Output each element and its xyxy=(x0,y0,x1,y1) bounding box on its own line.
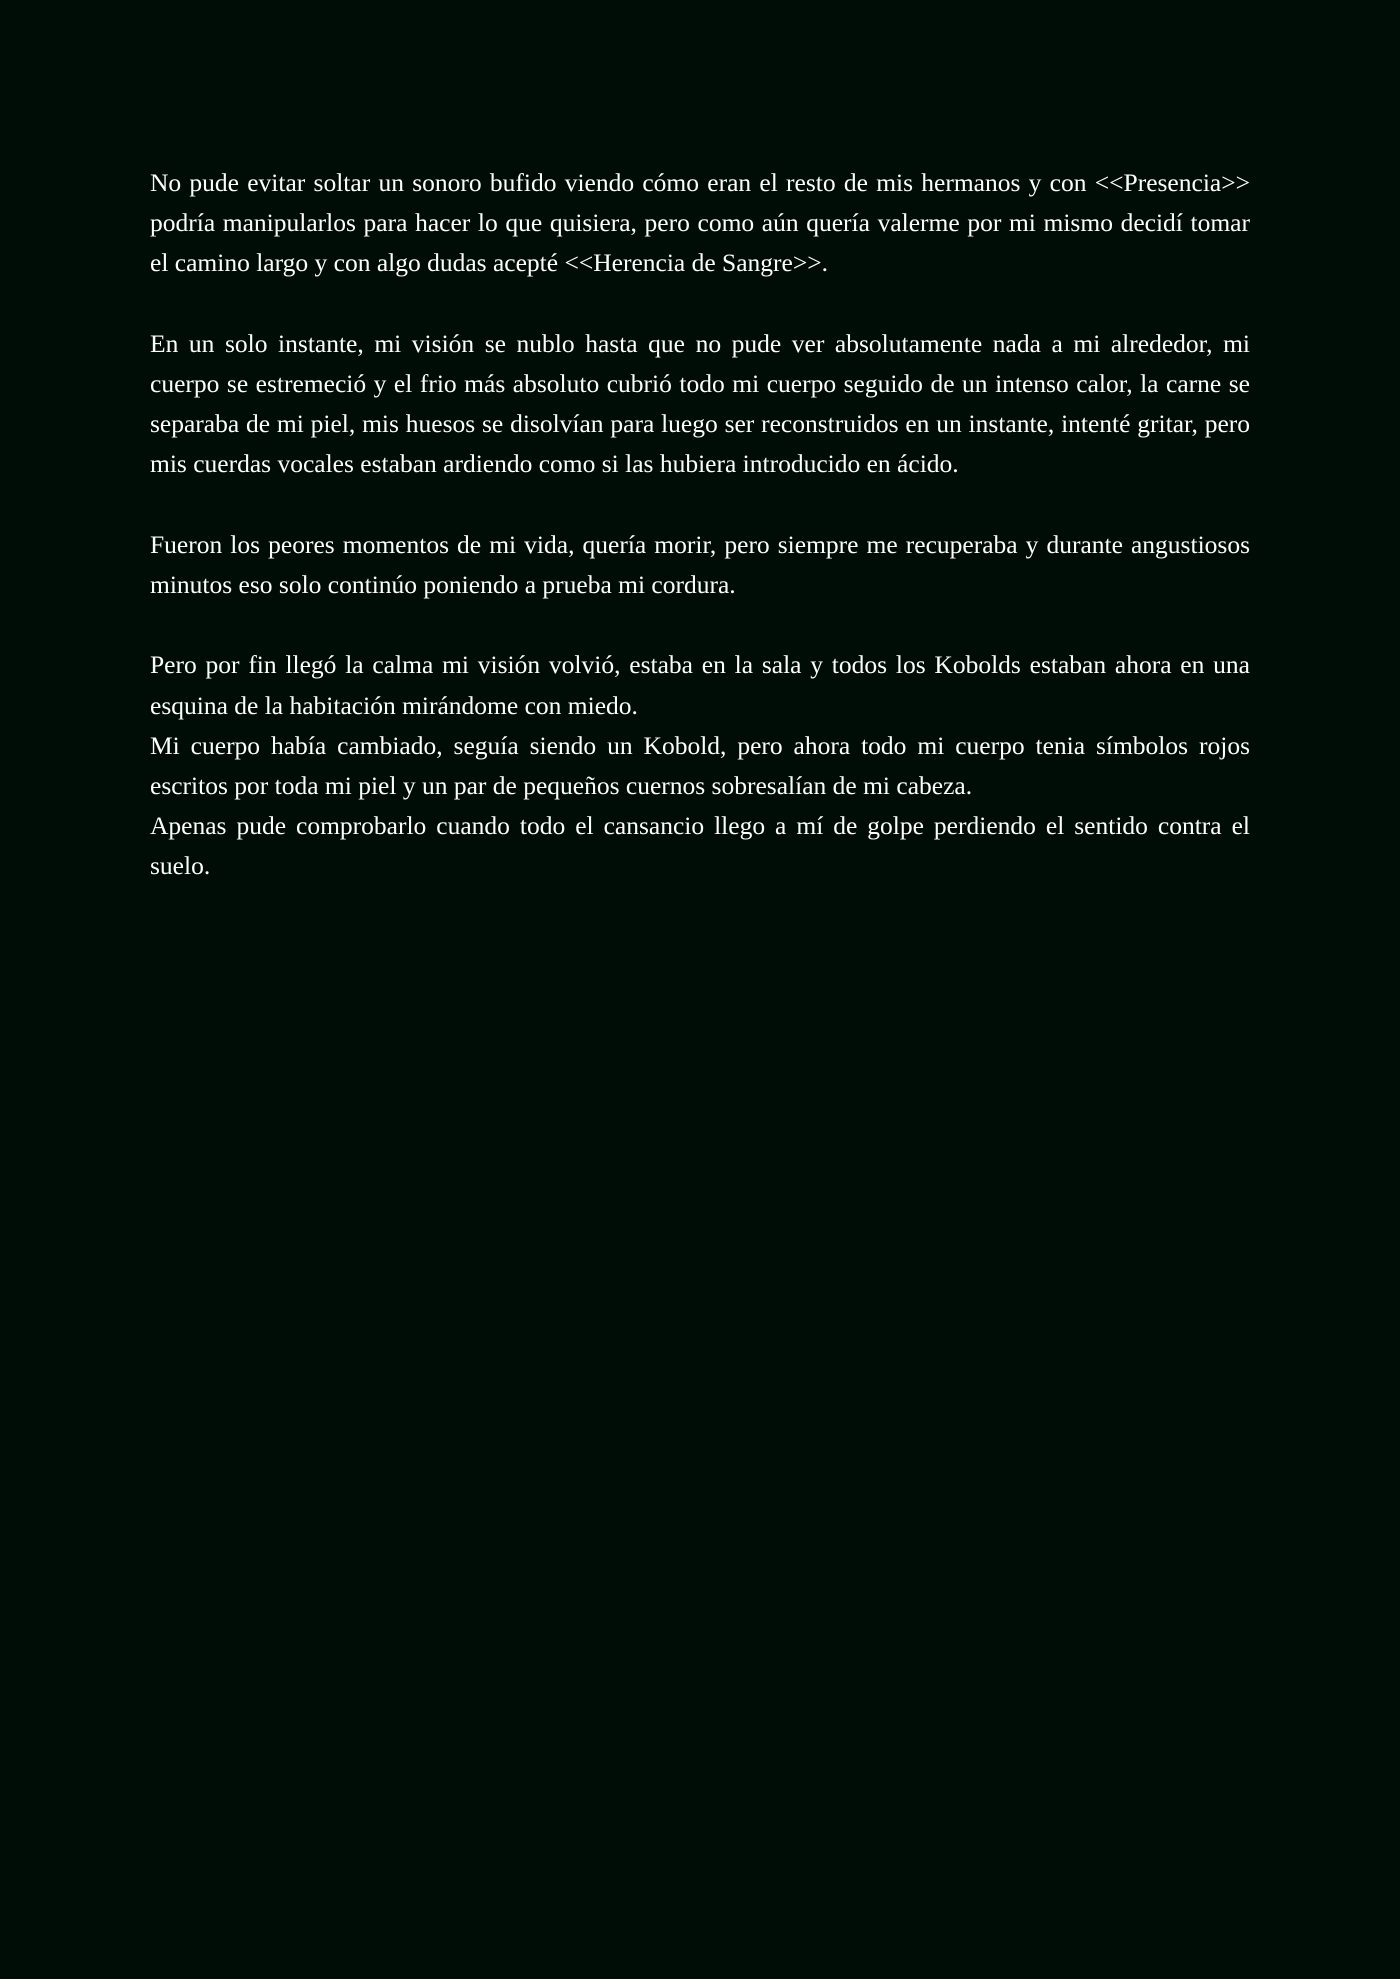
paragraph-5: Mi cuerpo había cambiado, seguía siendo un Kobold, pero ahora todo mi cuerpo tenia símbolos rojos escritos por toda mi piel y un par de pequeños cuernos sobresalían de mi cabeza. xyxy=(150,730,1250,800)
paragraph-6: Apenas pude comprobarlo cuando todo el cansancio llego a mí de golpe perdiendo el sentido contra el suelo. xyxy=(150,811,1250,881)
paragraph-3: Fueron los peores momentos de mi vida, quería morir, pero siempre me recuperaba y durante angustiosos minutos eso solo continúo poniendo a prueba mi cordura. xyxy=(150,529,1250,599)
paragraph-1: No pude evitar soltar un sonoro bufido viendo cómo eran el resto de mis hermanos y con <<Presencia>> podría manipularlos para hacer lo que quisiera, pero como aún quería valerme por mi mismo decidí tomar el camino largo y con algo dudas acepté <<Herencia de Sangre>>. xyxy=(150,168,1250,278)
paragraph-2: En un solo instante, mi visión se nublo hasta que no pude ver absolutamente nada a mi alrededor, mi cuerpo se estremeció y el frio más absoluto cubrió todo mi cuerpo seguido de un intenso calor, la carne se separaba de mi piel, mis huesos se disolvían para luego ser reconstruidos en un instante, intenté gritar, pero mis cuerdas vocales estaban ardiendo como si las hubiera introducido en ácido. xyxy=(150,328,1250,479)
paragraph-4: Pero por fin llegó la calma mi visión volvió, estaba en la sala y todos los Kobolds estaban ahora en una esquina de la habitación mirándome con miedo. xyxy=(150,650,1250,720)
story-text xyxy=(150,163,1250,887)
